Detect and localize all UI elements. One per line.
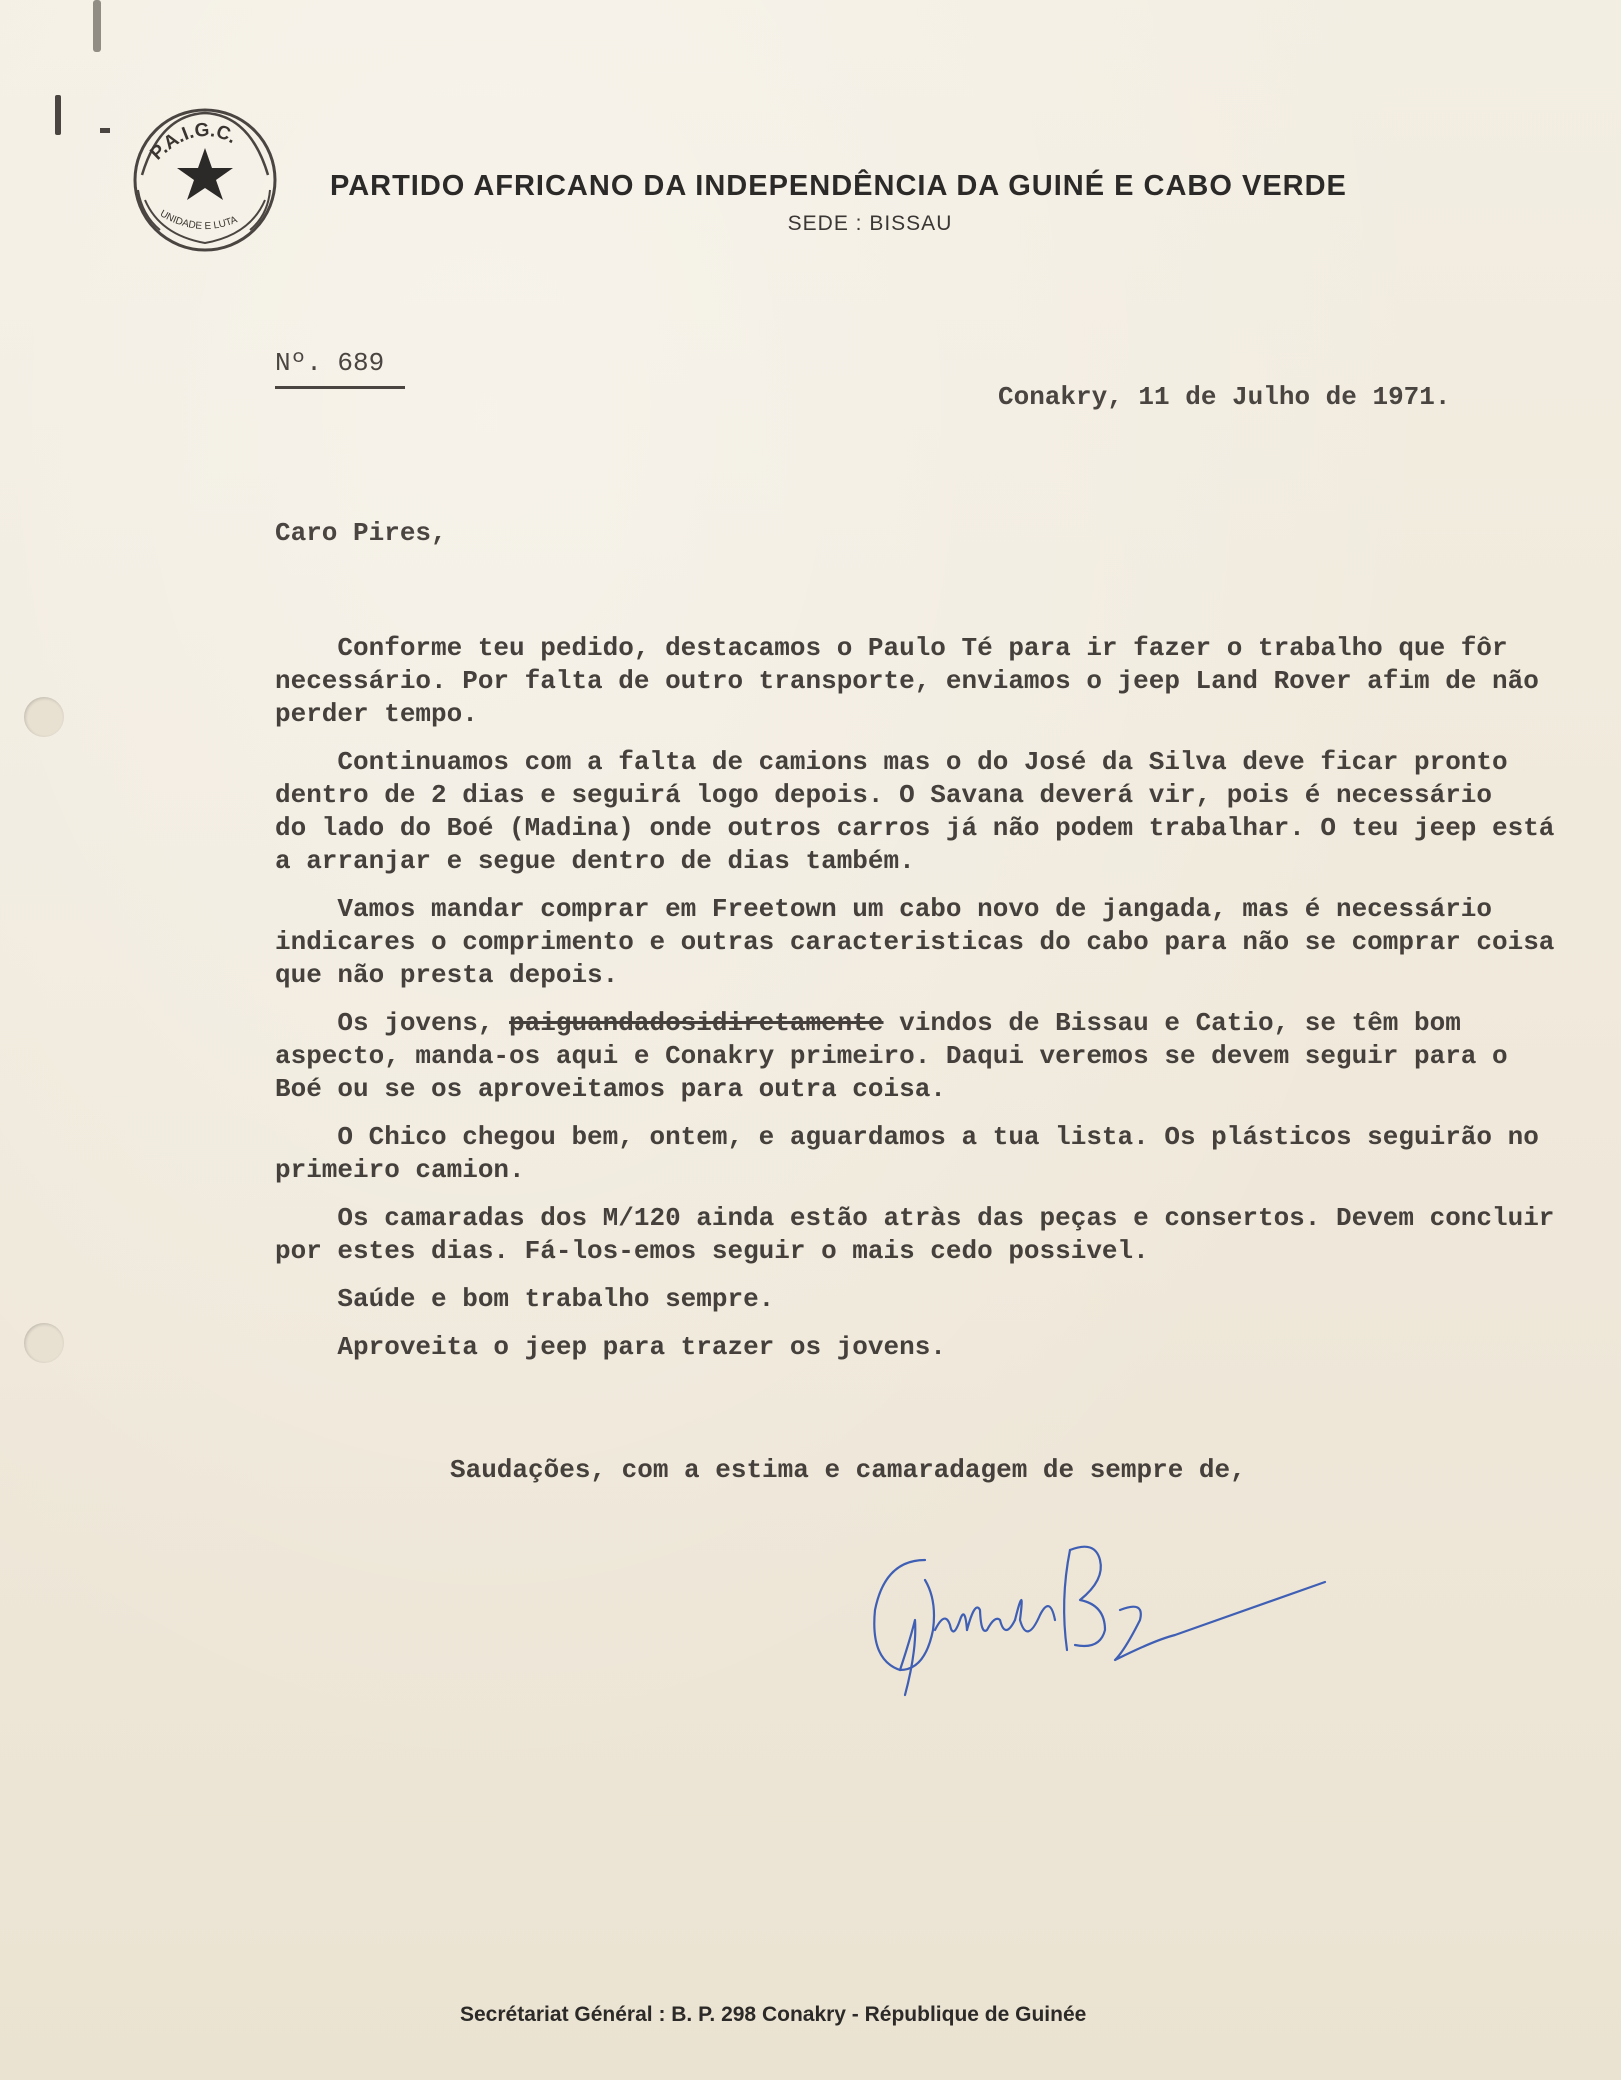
text-line: aspecto, manda-os aqui e Conakry primeiro. Daqui veremos se devem seguir para o xyxy=(275,1041,1508,1071)
text-line: primeiro camion. xyxy=(275,1155,525,1185)
paigc-logo xyxy=(120,95,290,255)
text-line: a arranjar e segue dentro de dias também. xyxy=(275,846,915,876)
text-line: Os camaradas dos M/120 ainda estão atràs das peças e consertos. Devem concluir xyxy=(275,1203,1555,1233)
footer-address: Secrétariat Général : B. P. 298 Conakry - République de Guinée xyxy=(460,2003,1087,2026)
text-line: Boé ou se os aproveitamos para outra coisa. xyxy=(275,1074,946,1104)
text-line: O Chico chegou bem, ontem, e aguardamos a tua lista. Os plásticos seguirão no xyxy=(275,1122,1539,1152)
closing-line: Saudações, com a estima e camaradagem de sempre de, xyxy=(450,1455,1246,1485)
handwritten-signature xyxy=(855,1520,1355,1710)
text-line: Continuamos com a falta de camions mas o do José da Silva deve ficar pronto xyxy=(275,747,1508,777)
organization-name: PARTIDO AFRICANO DA INDEPENDÊNCIA DA GUINÉ E CABO VERDE xyxy=(330,170,1347,202)
text-segment: Os jovens, xyxy=(275,1008,510,1038)
pen-mark xyxy=(93,0,101,52)
struck-text: paiguandadosidiretamente xyxy=(509,1008,884,1038)
punch-hole xyxy=(24,1323,64,1363)
svg-text:UNIDADE E LUTA xyxy=(158,208,239,232)
text-line: necessário. Por falta de outro transporte, enviamos o jeep Land Rover afim de não xyxy=(275,666,1539,696)
text-line: por estes dias. Fá-los-emos seguir o mais cedo possivel. xyxy=(275,1236,1149,1266)
text-line xyxy=(275,1007,1595,1040)
logo-motto: UNIDADE E LUTA xyxy=(157,208,239,233)
paragraph xyxy=(275,1202,1595,1268)
text-line: Aproveita o jeep para trazer os jovens. xyxy=(275,1332,946,1362)
text-line: Conforme teu pedido, destacamos o Paulo Té para ir fazer o trabalho que fôr xyxy=(275,633,1508,663)
text-line: que não presta depois. xyxy=(275,960,619,990)
text-segment: vindos de Bissau e Catio, se têm bom xyxy=(883,1008,1461,1038)
text-line: Saúde e bom trabalho sempre. xyxy=(275,1284,775,1314)
organization-seat: SEDE : BISSAU xyxy=(787,212,953,235)
text-line: do lado do Boé (Madina) onde outros carros já não podem trabalhar. O teu jeep está xyxy=(275,813,1555,843)
text-line: dentro de 2 dias e seguirá logo depois. O Savana deverá vir, pois é necessário xyxy=(275,780,1492,810)
letter-date: Conakry, 11 de Julho de 1971. xyxy=(998,382,1451,412)
paragraph xyxy=(275,1283,1595,1316)
paragraph xyxy=(275,632,1595,731)
paragraph xyxy=(275,1007,1595,1106)
paragraph xyxy=(275,746,1595,878)
letter-body xyxy=(275,632,1595,1379)
text-line: indicares o comprimento e outras caracteristicas do cabo para não se comprar coisa xyxy=(275,927,1555,957)
paragraph xyxy=(275,1331,1595,1364)
paragraph xyxy=(275,1121,1595,1187)
salutation: Caro Pires, xyxy=(275,518,447,548)
reference-number: Nº. 689 xyxy=(275,348,405,389)
text-line: perder tempo. xyxy=(275,699,478,729)
pen-mark xyxy=(55,95,61,135)
logo-text: P.A.I.G.C. xyxy=(146,119,240,165)
pen-mark xyxy=(100,128,110,133)
text-line: Vamos mandar comprar em Freetown um cabo novo de jangada, mas é necessário xyxy=(275,894,1492,924)
paragraph xyxy=(275,893,1595,992)
punch-hole xyxy=(24,697,64,737)
